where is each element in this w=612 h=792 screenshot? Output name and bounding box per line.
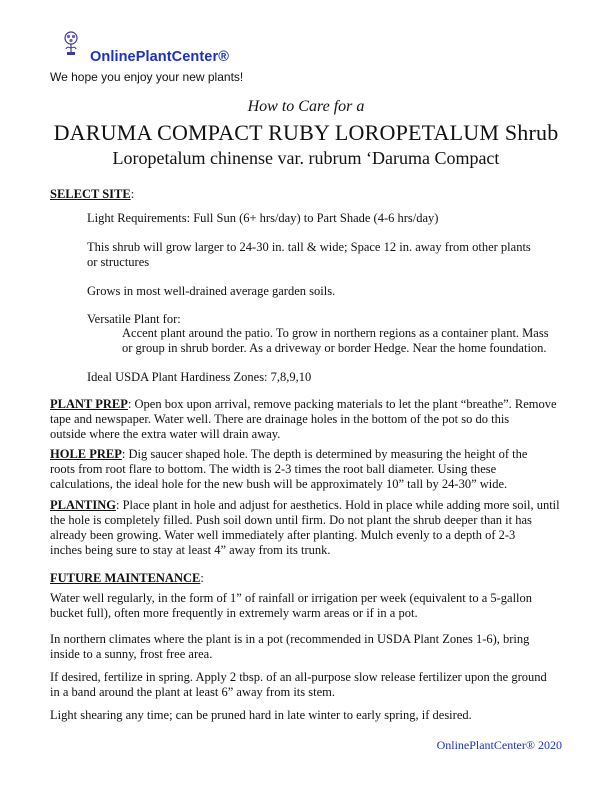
water-line-1: Water well regularly, in the form of 1” of rainfall or irrigation per week (equivalent to a 5-gallon xyxy=(50,591,533,605)
versatile-label: Versatile Plant for: xyxy=(87,312,181,326)
planting-text: : Place plant in hole and adjust for aesthetics. Hold in place while adding more soil, until xyxy=(115,498,560,512)
plant-prep-line-2: tape and newspaper. Water well. There are drainage holes in the bottom of the pot so do this xyxy=(50,412,510,426)
hole-prep-text: : Dig saucer shaped hole. The depth is determined by measuring the height of the xyxy=(121,447,528,461)
size-line-1: This shrub will grow larger to 24-30 in. tall & wide; Space 12 in. away from other plants xyxy=(87,240,531,254)
plant-prep-text: : Open box upon arrival, remove packing materials to let the plant “breathe”. Remove xyxy=(127,397,557,411)
size-line-2: or structures xyxy=(87,255,150,269)
planting-heading: PLANTING xyxy=(50,498,116,512)
soil-text: Grows in most well-drained average garden soils. xyxy=(87,284,336,298)
north-line-2: inside to a sunny, frost free area. xyxy=(50,647,213,661)
water-line-2: bucket full), often more frequently in extremely warm areas or if in a pot. xyxy=(50,606,418,620)
light-requirements: Light Requirements: Full Sun (6+ hrs/day) to Part Shade (4-6 hrs/day) xyxy=(87,211,439,225)
planting-line-4: inches being sure to stay at least 4” away from its trunk. xyxy=(50,543,331,557)
hole-prep-line-2: roots from root flare to bottom. The width is 2-3 times the root ball diameter. Using these xyxy=(50,462,497,476)
footer-brand: OnlinePlantCenter® 2020 xyxy=(436,738,562,752)
planting-line-3: already been growing. Water well immediately after planting. Mulch evenly to a depth of 2-3 xyxy=(50,528,516,542)
select-site-heading: SELECT SITE xyxy=(50,187,131,201)
planting-line-2: the hole is completely filled. Push soil down until firm. Do not plant the shrub deeper than it has xyxy=(50,513,532,527)
heading-colon: : xyxy=(130,187,135,201)
hole-prep-line-1 xyxy=(50,447,570,462)
uses-line-2: or group in shrub border. As a driveway or border Hedge. Near the home foundation. xyxy=(122,341,547,355)
future-maintenance-heading: FUTURE MAINTENANCE xyxy=(50,571,201,585)
fertilize-line-1: If desired, fertilize in spring. Apply 2 tbsp. of an all-purpose slow release fertilizer upon the ground xyxy=(50,670,547,684)
fertilize-line-2: in a band around the plant at least 6” away from its stem. xyxy=(50,685,335,699)
botanical-name: Loropetalum chinense var. rubrum ‘Daruma Compact xyxy=(112,148,500,168)
plant-prep-heading: PLANT PREP xyxy=(50,397,128,411)
hardiness-zones: Ideal USDA Plant Hardiness Zones: 7,8,9,10 xyxy=(87,370,312,384)
brand-name: OnlinePlantCenter® xyxy=(90,49,229,65)
north-line-1: In northern climates where the plant is in a pot (recommended in USDA Plant Zones 1-6), bring xyxy=(50,632,530,646)
prune-text: Light shearing any time; can be pruned hard in late winter to early spring, if desired. xyxy=(50,708,472,722)
plant-logo-icon xyxy=(62,30,80,56)
tagline: We hope you enjoy your new plants! xyxy=(50,70,244,84)
plant-prep-line-1 xyxy=(50,397,570,412)
how-to-heading: How to Care for a xyxy=(247,98,365,115)
hole-prep-heading: HOLE PREP xyxy=(50,447,122,461)
uses-line-1: Accent plant around the patio. To grow in northern regions as a container plant. Mass xyxy=(122,326,549,340)
page-title: DARUMA COMPACT RUBY LOROPETALUM Shrub xyxy=(53,120,559,145)
future-heading-line xyxy=(50,571,570,586)
plant-prep-line-3: outside where the extra water will drain away. xyxy=(50,427,281,441)
select-site-heading-line xyxy=(50,187,570,202)
hole-prep-line-3: calculations, the ideal hole for the new bush will be approximately 10” tall by 24-30” wide. xyxy=(50,477,508,491)
heading-colon: : xyxy=(200,571,204,585)
planting-line-1 xyxy=(50,498,570,513)
